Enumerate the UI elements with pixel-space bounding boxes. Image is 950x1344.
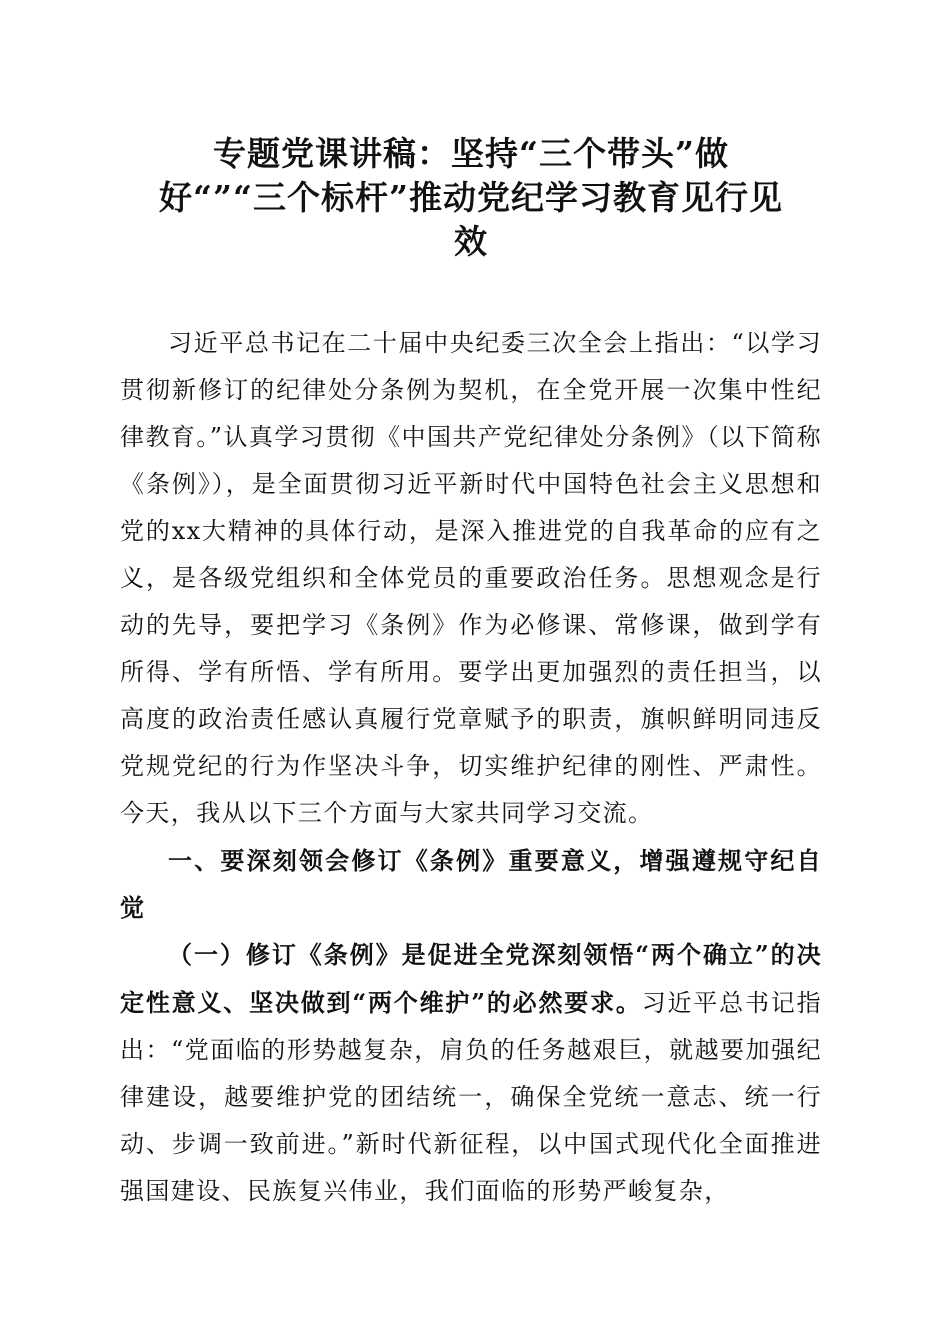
section-1-sub-1-lead: （一）修订《条例》是促进全党深刻领悟“两个确立”的决定性意义、坚决做到“两个维护”的必然要求。 <box>120 940 822 1017</box>
title-line-1: 专题党课讲稿：坚持“三个带头”做 <box>213 134 729 173</box>
document-body <box>120 320 822 1215</box>
title-line-2: 好“”“三个标杆”推动党纪学习教育见行见 <box>159 178 783 217</box>
document-title <box>120 132 822 264</box>
section-1-sub-1-body: 习近平总书记指出：“党面临的形势越复杂，肩负的任务越艰巨，就越要加强纪律建设，越要维护党的团结统一，确保全党统一意志、统一行动、步调一致前进。”新时代新征程，以中国式现代化全面推进强国建设、民族复兴伟业，我们面临的形势严峻复杂， <box>120 989 822 1205</box>
section-1-heading: 一、要深刻领会修订《条例》重要意义，增强遵规守纪自觉 <box>120 846 822 922</box>
title-line-3: 效 <box>454 222 488 261</box>
section-1-sub-1-paragraph <box>120 931 822 1215</box>
document-page <box>120 132 822 1215</box>
intro-paragraph: 习近平总书记在二十届中央纪委三次全会上指出：“以学习贯彻新修订的纪律处分条例为契机，在全党开展一次集中性纪律教育。”认真学习贯彻《中国共产党纪律处分条例》（以下简称《条例》），是全面贯彻习近平新时代中国特色社会主义思想和党的xx大精神的具体行动，是深入推进党的自我革命的应有之义，是各级党组织和全体党员的重要政治任务。思想观念是行动的先导，要把学习《条例》作为必修课、常修课，做到学有所得、学有所悟、学有所用。要学出更加强烈的责任担当，以高度的政治责任感认真履行党章赋予的职责，旗帜鲜明同违反党规党纪的行为作坚决斗争，切实维护纪律的刚性、严肃性。今天，我从以下三个方面与大家共同学习交流。 <box>120 329 822 827</box>
